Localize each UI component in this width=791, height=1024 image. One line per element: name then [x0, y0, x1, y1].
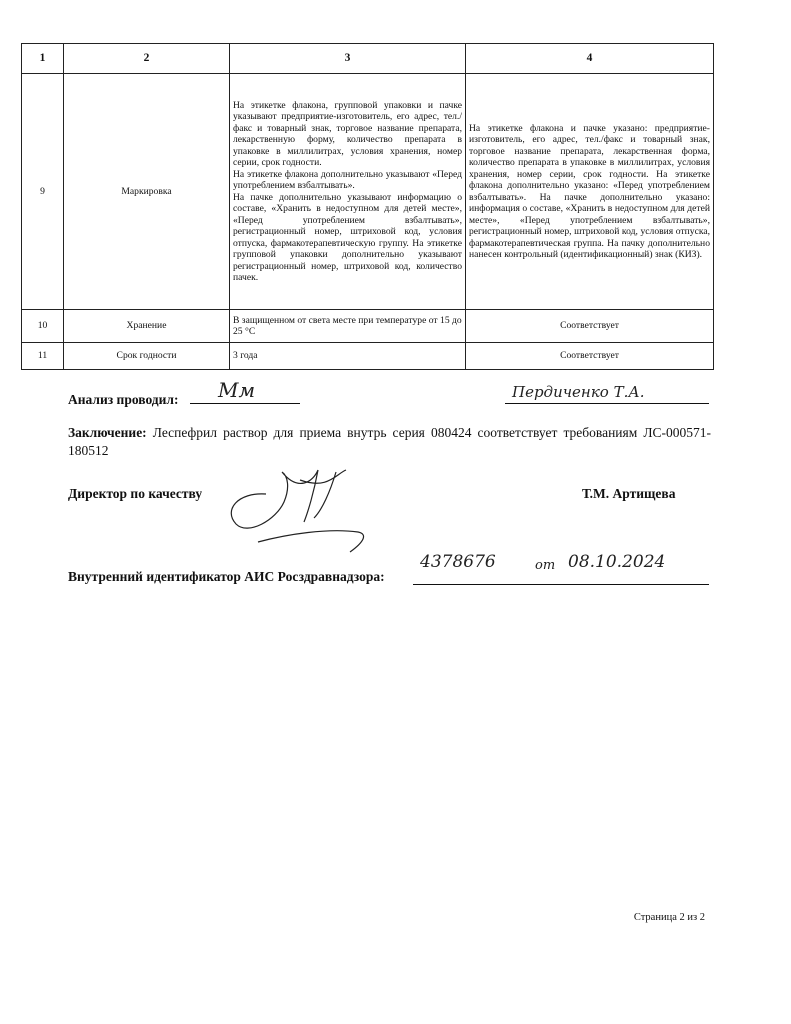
row-name: Маркировка [64, 74, 230, 310]
row-number: 9 [22, 74, 64, 310]
row-result: Соответствует [466, 343, 714, 370]
row-name: Срок годности [64, 343, 230, 370]
page-number: Страница 2 из 2 [633, 912, 705, 923]
header-cell-3: 3 [230, 44, 466, 74]
identifier-separator: от [535, 558, 556, 573]
conclusion-label: Заключение: [68, 425, 147, 440]
row-requirement: 3 года [230, 343, 466, 370]
table-row [22, 310, 714, 343]
analysis-label: Анализ проводил: [68, 392, 179, 407]
row-result: Соответствует [466, 310, 714, 343]
requirement-paragraph: На пачке дополнительно указывают информацию о составе, «Хранить в недоступном для детей месте», «Перед употреблением взбалтывать», регистрационный номер, штриховой код, условия отпуска, фармакотерапевтическую группу. На этикетке групповой упаковки дополнительно указывают регистрационный номер, штриховой код, количество пачек. [233, 191, 462, 283]
director-signature [218, 462, 388, 557]
identifier-value: 4378676 [420, 552, 496, 572]
director-name: Т.М. Артищева [582, 486, 676, 501]
table-row [22, 74, 714, 310]
requirement-paragraph: На этикетке флакона, групповой упаковки и пачке указывают предприятие-изготовитель, его адрес, тел./факс и товарный знак, торговое название препарата, лекарственную форму, количество препарата в упаковке в миллилитрах, условия хранения, номер серии, срок годности. [233, 99, 462, 168]
row-requirement [230, 74, 466, 310]
row-number: 11 [22, 343, 64, 370]
row-result: На этикетке флакона и пачке указано: предприятие-изготовитель, его адрес, тел./факс и товарный знак, торговое название препарата, лекарственная форма, количество препарата в упаковке в миллилитрах, условия хранения, номер серии, срок годности. На этикетке флакона дополнительно указано: «Перед употреблением взбалтывать». На пачке дополнительно указано: информация о составе, «Хранить в недоступном для детей месте», «Перед употреблением взбалтывать», регистрационный номер, штриховой код, условия отпуска, фармакотерапевтическая группа. На пачку дополнительно нанесен контрольный (идентификационный) знак (КИЗ). [466, 74, 714, 310]
row-number: 10 [22, 310, 64, 343]
row-requirement: В защищенном от света месте при температуре от 15 до 25 °С [230, 310, 466, 343]
header-cell-2: 2 [64, 44, 230, 74]
table-row [22, 343, 714, 370]
header-cell-4: 4 [466, 44, 714, 74]
identifier-label: Внутренний идентификатор АИС Росздравнадзора: [68, 569, 385, 584]
header-cell-1: 1 [22, 44, 64, 74]
analysis-signature: Мм [218, 378, 256, 402]
requirement-paragraph: На этикетке флакона дополнительно указывают «Перед употреблением взбалтывать». [233, 168, 462, 191]
results-table [21, 43, 714, 370]
conclusion-text: Леспефрил раствор для приема внутрь серия 080424 соответствует требованиям ЛС-000571-180512 [68, 425, 711, 458]
analyst-name-handwritten: Пердиченко Т.А. [512, 383, 645, 401]
row-name: Хранение [64, 310, 230, 343]
conclusion [68, 424, 711, 460]
table-header-row [22, 44, 714, 74]
director-label: Директор по качеству [68, 486, 203, 501]
identifier-date: 08.10.2024 [568, 552, 666, 572]
